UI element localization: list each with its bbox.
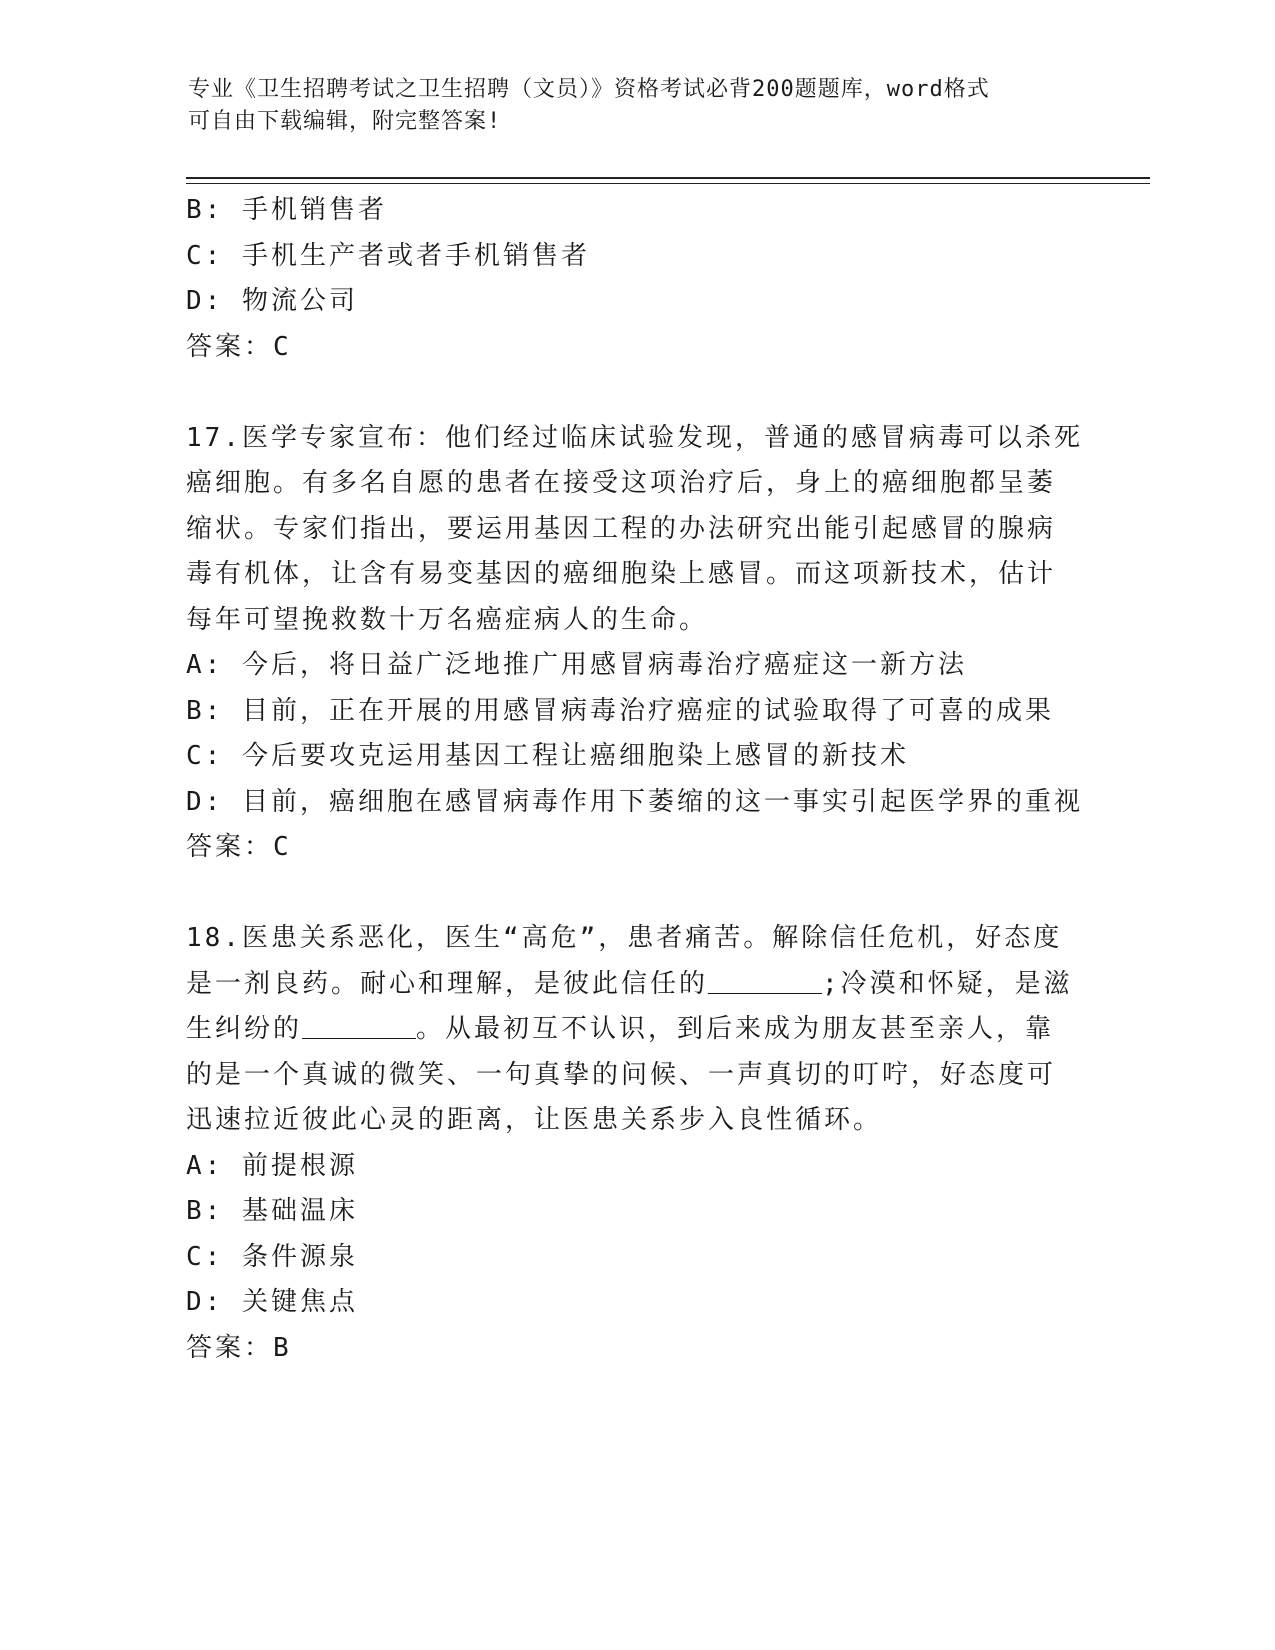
stem-text: ;冷漠和怀疑，是滋	[822, 968, 1073, 999]
option-b: B: 手机销售者	[186, 195, 387, 225]
spacer	[186, 370, 1086, 416]
question-stem-line: 的是一个真诚的微笑、一句真挚的问候、一声真切的叮咛，好态度可	[186, 1059, 1057, 1090]
option-d: D: 物流公司	[186, 286, 358, 316]
option-d: D: 目前，癌细胞在感冒病毒作用下萎缩的这一事实引起医学界的重视	[186, 786, 1083, 817]
answer: 答案：C	[186, 331, 292, 362]
question-stem-line: 缩状。专家们指出，要运用基因工程的办法研究出能引起感冒的腺病	[186, 513, 1057, 544]
option-b: B: 目前，正在开展的用感冒病毒治疗癌症的试验取得了可喜的成果	[186, 695, 1054, 726]
spacer	[186, 871, 1086, 917]
question-stem-line: 癌细胞。有多名自愿的患者在接受这项治疗后，身上的癌细胞都呈萎	[186, 468, 1057, 498]
document-header	[188, 74, 1068, 138]
option-c: C: 手机生产者或者手机销售者	[186, 240, 590, 271]
question-stem-line: 毒有机体，让含有易变基因的癌细胞染上感冒。而这项新技术，估计	[186, 559, 1057, 589]
question-stem-line: 17.医学专家宣布：他们经过临床试验发现，普通的感冒病毒可以杀死	[186, 422, 1083, 453]
option-b: B: 基础温床	[186, 1196, 358, 1226]
answer: 答案：C	[186, 832, 292, 862]
stem-text: 。从最初互不认识，到后来成为朋友甚至亲人，靠	[416, 1014, 1055, 1044]
question-stem-line: 每年可望挽救数十万名癌症病人的生命。	[186, 604, 709, 635]
question-17	[186, 416, 1086, 871]
fill-blank-1	[708, 967, 822, 994]
option-c: C: 今后要攻克运用基因工程让癌细胞染上感冒的新技术	[186, 741, 909, 771]
option-d: D: 关键焦点	[186, 1287, 358, 1317]
question-16-continued	[186, 188, 1086, 370]
option-a: A: 今后，将日益广泛地推广用感冒病毒治疗癌症这一新方法	[186, 650, 967, 680]
header-title-line-2: 可自由下载编辑，附完整答案!	[188, 109, 502, 134]
option-a: A: 前提根源	[186, 1150, 358, 1181]
question-18	[186, 916, 1086, 1371]
option-c: C: 条件源泉	[186, 1241, 358, 1272]
fill-blank-2	[302, 1012, 416, 1039]
header-title-line-1: 专业《卫生招聘考试之卫生招聘（文员）》资格考试必背200题题库，word格式	[188, 77, 990, 102]
header-divider-thick	[186, 177, 1150, 179]
question-stem-line	[186, 962, 1086, 1008]
document-body	[186, 188, 1086, 1371]
answer: 答案：B	[186, 1332, 292, 1363]
stem-text: 是一剂良药。耐心和理解，是彼此信任的	[186, 968, 709, 999]
question-stem-line: 18.医患关系恶化，医生“高危”，患者痛苦。解除信任危机，好态度	[186, 923, 1063, 953]
question-stem-line: 迅速拉近彼此心灵的距离，让医患关系步入良性循环。	[186, 1105, 883, 1135]
header-divider-thin	[186, 183, 1150, 184]
question-stem-line	[186, 1007, 1086, 1053]
stem-text: 生纠纷的	[186, 1014, 303, 1044]
